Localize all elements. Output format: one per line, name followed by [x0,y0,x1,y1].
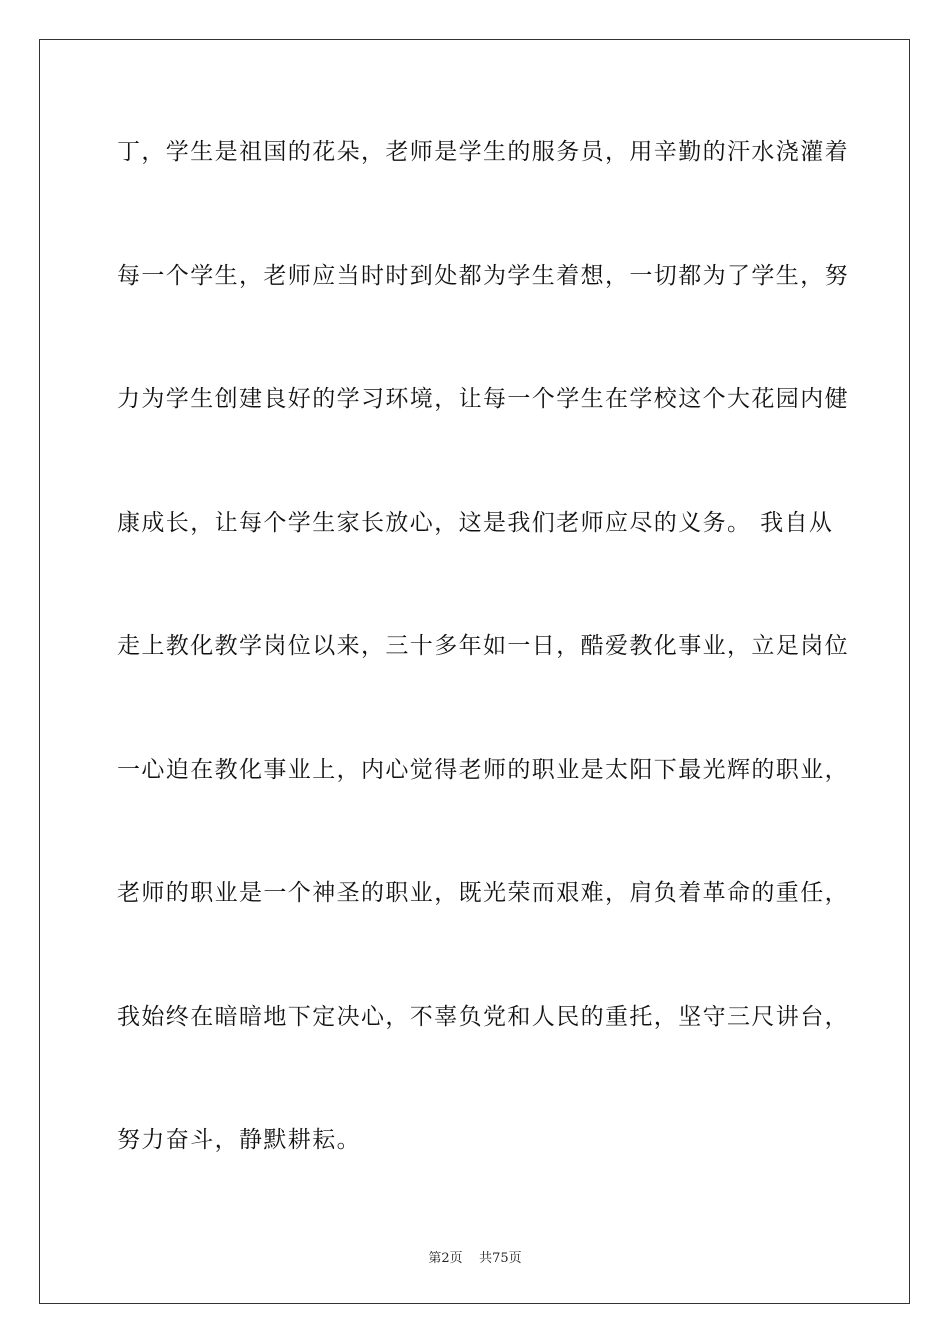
paragraph-line: 老师的职业是一个神圣的职业，既光荣而艰难，肩负着革命的重任， [117,880,849,906]
paragraph-line: 力为学生创建良好的学习环境，让每一个学生在学校这个大花园内健 [117,386,849,412]
paragraph-line: 我始终在暗暗地下定决心，不辜负党和人民的重托，坚守三尺讲台， [117,1003,849,1030]
paragraph-line: 走上教化教学岗位以来，三十多年如一日，酷爱教化事业，立足岗位 [117,633,849,659]
paragraph-line: 丁，学生是祖国的花朵，老师是学生的服务员，用辛勤的汗水浇灌着 [117,139,849,165]
page-total: 共75页 [479,1251,522,1266]
paragraph-line: 每一个学生，老师应当时时到处都为学生着想，一切都为了学生，努 [117,262,849,289]
paragraph-line: 努力奋斗，静默耕耘。 [117,1127,361,1153]
page-number: 第2页 [428,1251,463,1266]
page-footer [0,1247,950,1266]
paragraph-line: 一心迫在教化事业上，内心觉得老师的职业是太阳下最光辉的职业， [117,756,849,783]
paragraph-line: 康成长，让每个学生家长放心，这是我们老师应尽的义务。 我自从 [117,509,834,536]
document-body [117,128,849,1240]
